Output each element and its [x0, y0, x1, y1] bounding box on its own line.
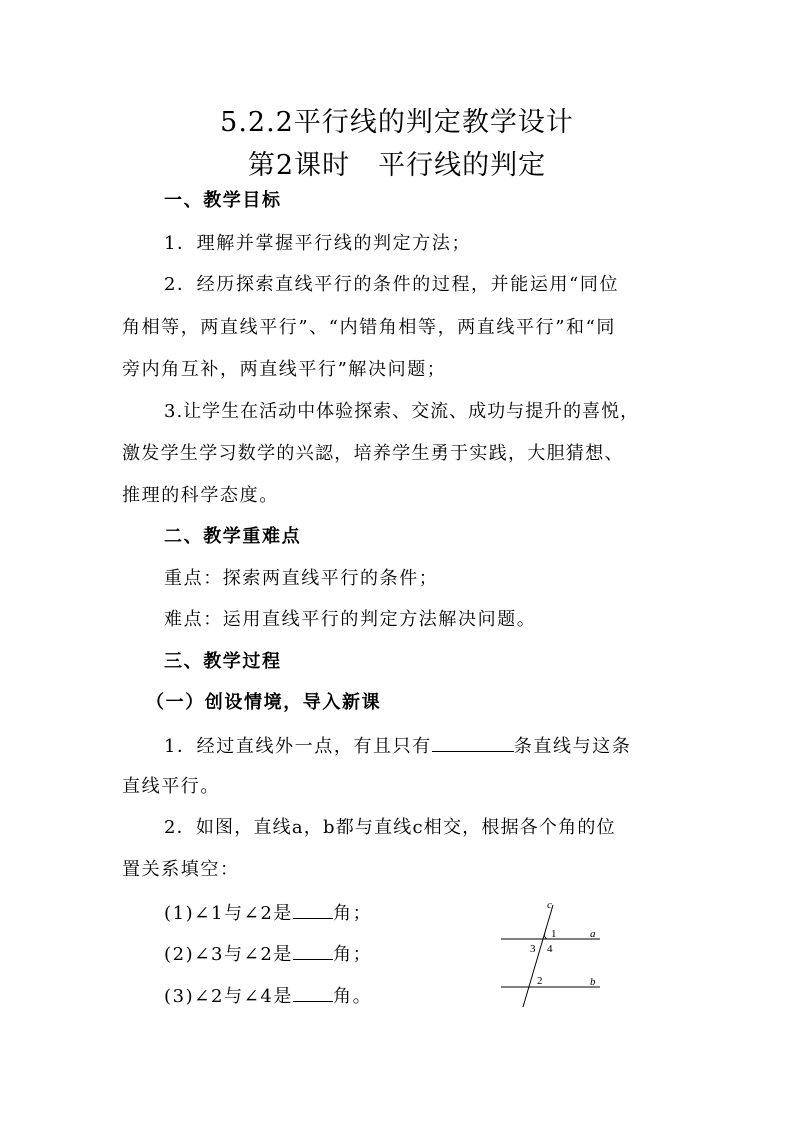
key-point: 重点：探索两直线平行的条件； — [164, 568, 439, 589]
goal-2-line-2: 角相等，两直线平行”、“内错角相等，两直线平行”和“同 — [122, 317, 617, 338]
question-2-line-1: 2．如图，直线a，b都与直线c相交，根据各个角的位 — [164, 817, 616, 838]
section-heading-process: 三、教学过程 — [164, 651, 282, 672]
label-a: a — [590, 928, 596, 940]
label-angle-1: 1 — [551, 928, 557, 940]
angle-1-arc — [544, 933, 549, 939]
goal-1: 1．理解并掌握平行线的判定方法； — [164, 233, 472, 254]
goal-2-line-1: 2．经历探索直线平行的条件的过程，并能运用“同位 — [164, 274, 620, 295]
document-title: 5.2.2平行线的判定教学设计 — [220, 107, 574, 138]
fill-item-1 — [164, 900, 372, 926]
goal-3-line-1: 3.让学生在活动中体验探索、交流、成功与提升的喜悦， — [164, 401, 640, 422]
question-1-line-1 — [164, 733, 631, 759]
fill-item-2 — [164, 941, 372, 967]
answer-blank-1[interactable] — [432, 733, 514, 752]
line-c — [523, 905, 553, 1007]
document-subtitle: 第2课时 平行线的判定 — [247, 150, 547, 181]
answer-blank-2[interactable] — [293, 900, 333, 919]
label-angle-4: 4 — [547, 943, 553, 955]
goal-3-line-2: 激发学生学习数学的兴認，培养学生勇于实践，大胆猜想、 — [122, 443, 624, 464]
question-1-text-before: 1．经过直线外一点，有且只有 — [164, 736, 432, 757]
question-1-text-after: 条直线与这条 — [513, 736, 632, 757]
fill-item-1-suffix: 角； — [332, 903, 373, 924]
fill-item-3 — [164, 983, 372, 1009]
goal-2-line-3: 旁内角互补，两直线平行”解决问题； — [122, 359, 447, 380]
fill-item-2-suffix: 角； — [332, 944, 373, 965]
question-2-line-2: 置关系填空： — [122, 859, 240, 880]
fill-item-3-suffix: 角。 — [332, 986, 373, 1007]
label-angle-2: 2 — [537, 975, 543, 987]
goal-3-line-3: 推理的科学态度。 — [122, 485, 279, 506]
label-c: c — [547, 899, 552, 911]
answer-blank-4[interactable] — [293, 983, 333, 1002]
section-heading-key-points: 二、教学重难点 — [164, 526, 302, 547]
label-b: b — [590, 976, 596, 988]
fill-item-2-text: (2)∠3与∠2是 — [164, 944, 293, 965]
parallel-lines-figure — [495, 895, 610, 1010]
question-1-line-2: 直线平行。 — [122, 776, 220, 797]
section-heading-goals: 一、教学目标 — [164, 190, 282, 211]
subsection-heading-intro: （一）创设情境，导入新课 — [146, 692, 382, 713]
answer-blank-3[interactable] — [293, 941, 333, 960]
difficulty-point: 难点：运用直线平行的判定方法解决问题。 — [164, 609, 537, 630]
fill-item-1-text: (1)∠1与∠2是 — [164, 903, 293, 924]
fill-item-3-text: (3)∠2与∠4是 — [164, 986, 293, 1007]
label-angle-3: 3 — [530, 943, 536, 955]
